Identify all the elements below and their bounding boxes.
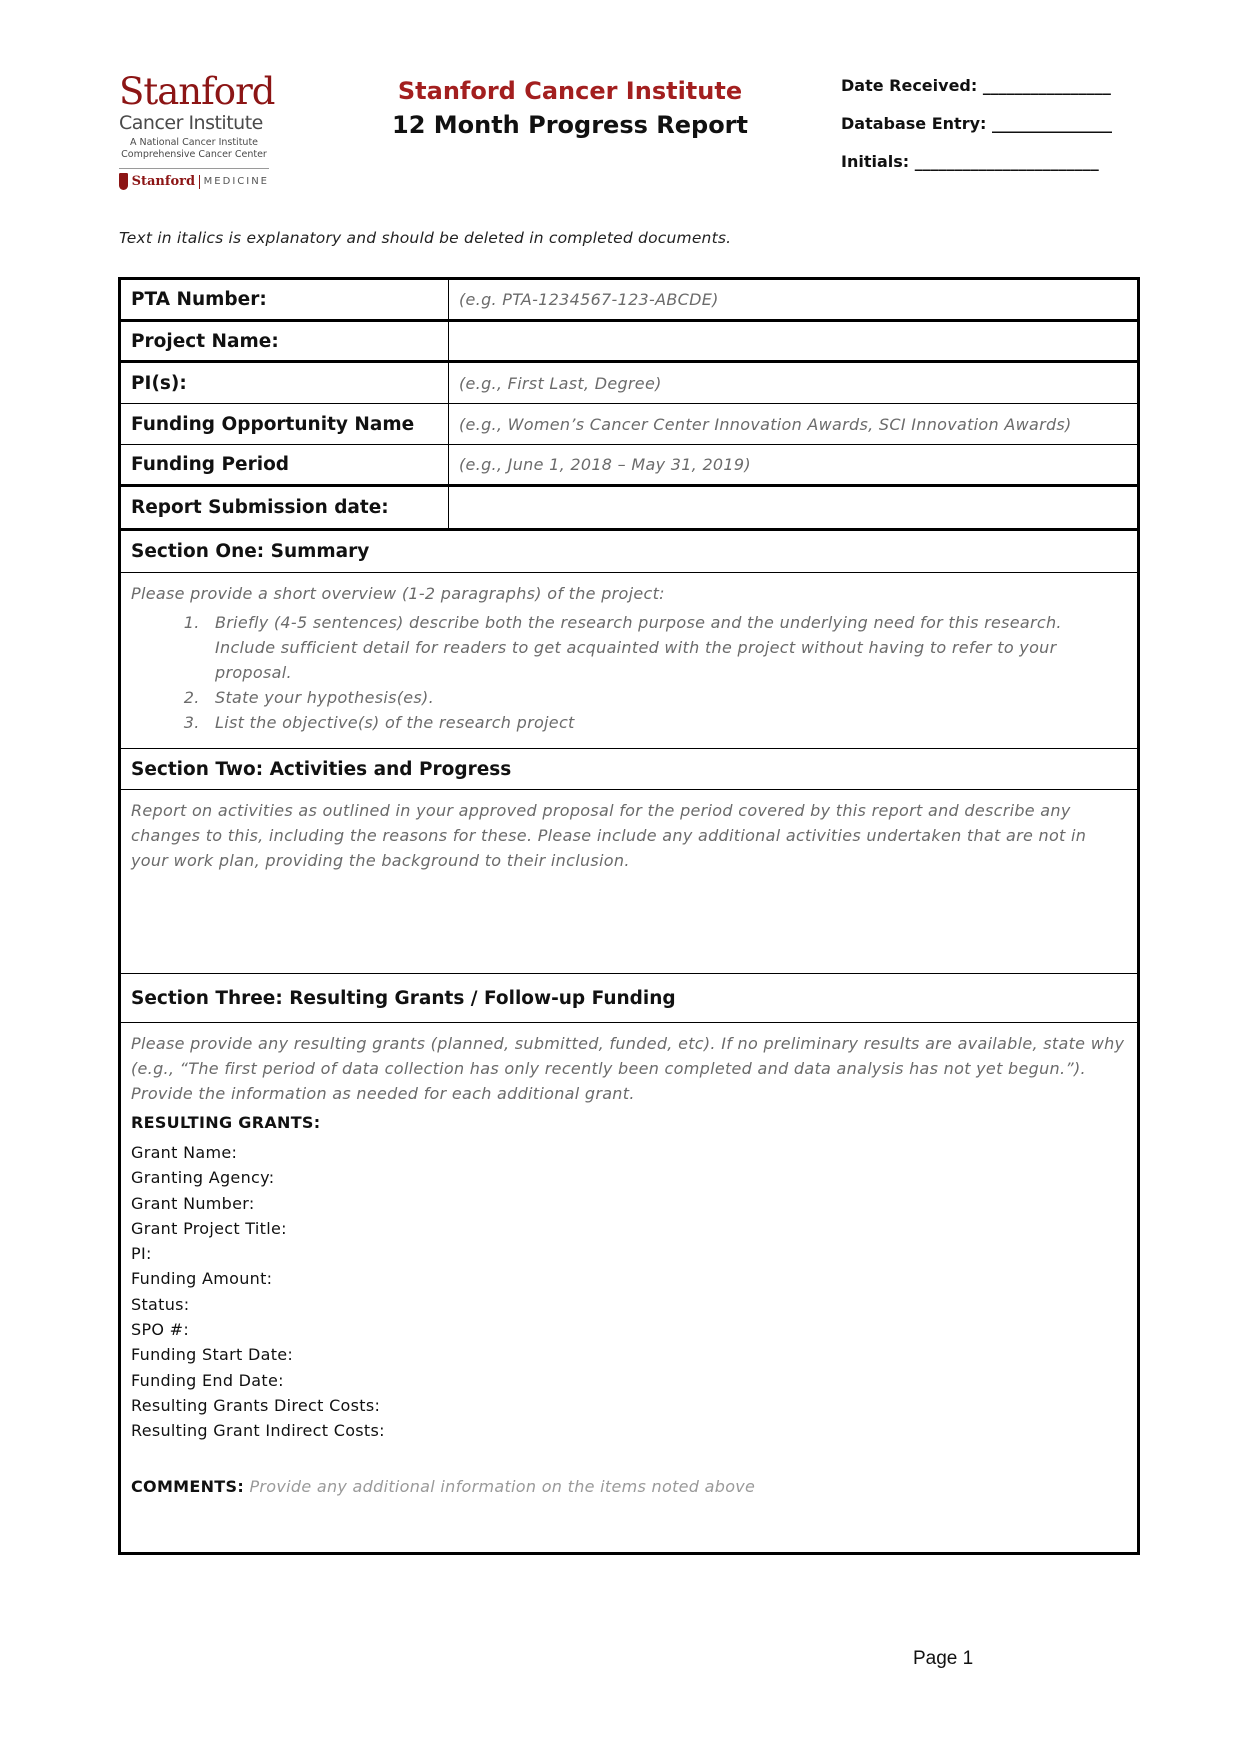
grant-field-label[interactable]: Status: xyxy=(131,1294,190,1314)
institute-title: Stanford Cancer Institute xyxy=(397,77,743,105)
shield-icon xyxy=(119,173,128,190)
grant-field-label[interactable]: SPO #: xyxy=(131,1320,190,1340)
grant-field-label[interactable]: Funding End Date: xyxy=(131,1370,284,1390)
pi-label: PI(s): xyxy=(121,363,449,403)
section-two-heading: Section Two: Activities and Progress xyxy=(121,749,1137,790)
grant-field-label[interactable]: Grant Project Title: xyxy=(131,1218,287,1238)
section-one-item: 2. State your hypothesis(es). xyxy=(205,685,1127,710)
initials-field[interactable]: Initials: _______________________ xyxy=(841,152,1099,171)
section-two-text: Report on activities as outlined in your approved proposal for the period covered by this report and describe any changes to this, including the reasons for these. Please include any additional activities undertaken that are not in your work plan, providing the background to their inclusion. xyxy=(131,801,1087,870)
logo-medicine-stanford: Stanford xyxy=(131,174,196,189)
database-entry-field[interactable]: Database Entry: _______________ xyxy=(841,114,1112,133)
grant-field-label[interactable]: Funding Amount: xyxy=(131,1269,273,1289)
grant-field-label[interactable]: Resulting Grant Indirect Costs: xyxy=(131,1421,385,1441)
comments-hint: Provide any additional information on the items noted above xyxy=(249,1476,756,1496)
project-name-row xyxy=(121,322,1137,363)
section-one-item: 3. List the objective(s) of the research project xyxy=(205,710,1127,735)
grant-field-label[interactable]: Grant Name: xyxy=(131,1143,238,1162)
grant-field-label[interactable]: Granting Agency: xyxy=(131,1168,275,1188)
logo-tagline-1: A National Cancer Institute xyxy=(129,137,259,148)
progress-report-form xyxy=(118,277,1140,1555)
report-date-input[interactable] xyxy=(449,487,1137,528)
logo-medicine-separator xyxy=(199,175,200,189)
logo-tagline-2: Comprehensive Cancer Center xyxy=(121,149,267,160)
section-three-heading: Section Three: Resulting Grants / Follow-up Funding xyxy=(121,974,1137,1023)
resulting-grants-title: RESULTING GRANTS: xyxy=(131,1113,321,1132)
section-two-body[interactable] xyxy=(121,790,1137,974)
section-three-text: Please provide any resulting grants (planned, submitted, funded, etc). If no preliminary results are available, state why (e.g., “The first period of data collection has only recently been completed and data analysis has not yet begun.”). Provide the information as needed for each additional grant. xyxy=(131,1034,1125,1103)
stanford-cancer-institute-logo xyxy=(119,70,275,190)
section-one-intro: Please provide a short overview (1-2 paragraphs) of the project: xyxy=(131,584,665,603)
pta-row xyxy=(121,280,1137,322)
section-one-heading: Section One: Summary xyxy=(121,531,1137,573)
grant-fields-list xyxy=(131,1140,1127,1444)
report-date-row xyxy=(121,487,1137,531)
grant-field-label[interactable]: PI: xyxy=(131,1244,152,1264)
comments-field[interactable] xyxy=(131,1474,1127,1499)
report-date-label: Report Submission date: xyxy=(121,487,449,528)
document-title xyxy=(380,74,760,142)
grant-field-label[interactable]: Funding Start Date: xyxy=(131,1345,294,1365)
logo-medicine-text: MEDICINE xyxy=(203,176,269,187)
report-title: 12 Month Progress Report xyxy=(392,111,748,139)
project-name-input[interactable] xyxy=(449,322,1137,360)
pta-label: PTA Number: xyxy=(121,280,449,319)
grant-field-label[interactable]: Resulting Grants Direct Costs: xyxy=(131,1395,381,1415)
italics-note: Text in italics is explanatory and should be deleted in completed documents. xyxy=(119,229,732,247)
stanford-medicine-logo xyxy=(119,173,269,190)
pta-input[interactable]: (e.g. PTA-1234567-123-ABCDE) xyxy=(459,290,719,309)
pi-input[interactable]: (e.g., First Last, Degree) xyxy=(459,373,662,393)
section-one-body[interactable] xyxy=(121,573,1137,749)
section-one-item: 1. Briefly (4-5 sentences) describe both the research purpose and the underlying need for this research. Include sufficient detail for readers to get acquainted with the project without having to refer to your proposal. xyxy=(205,610,1127,685)
logo-cancer-institute-text: Cancer Institute xyxy=(119,112,263,134)
section-three-body[interactable] xyxy=(121,1023,1137,1499)
pi-row xyxy=(121,363,1137,404)
date-received-field[interactable]: Date Received: ________________ xyxy=(841,76,1111,95)
logo-stanford-text: Stanford xyxy=(119,70,275,113)
funding-opportunity-row xyxy=(121,404,1137,445)
admin-fields xyxy=(841,74,1112,188)
funding-period-row xyxy=(121,445,1137,487)
logo-divider xyxy=(119,168,269,169)
project-name-label: Project Name: xyxy=(121,322,449,360)
section-one-list xyxy=(131,610,1127,735)
page-number: Page 1 xyxy=(913,1648,974,1669)
grant-field-label[interactable]: Grant Number: xyxy=(131,1193,255,1213)
funding-opportunity-label: Funding Opportunity Name xyxy=(121,404,449,444)
funding-period-input[interactable]: (e.g., June 1, 2018 – May 31, 2019) xyxy=(459,455,751,474)
funding-period-label: Funding Period xyxy=(121,445,449,484)
comments-label: COMMENTS: xyxy=(131,1476,245,1496)
funding-opportunity-input[interactable]: (e.g., Women’s Cancer Center Innovation Awards, SCI Innovation Awards) xyxy=(459,414,1072,434)
